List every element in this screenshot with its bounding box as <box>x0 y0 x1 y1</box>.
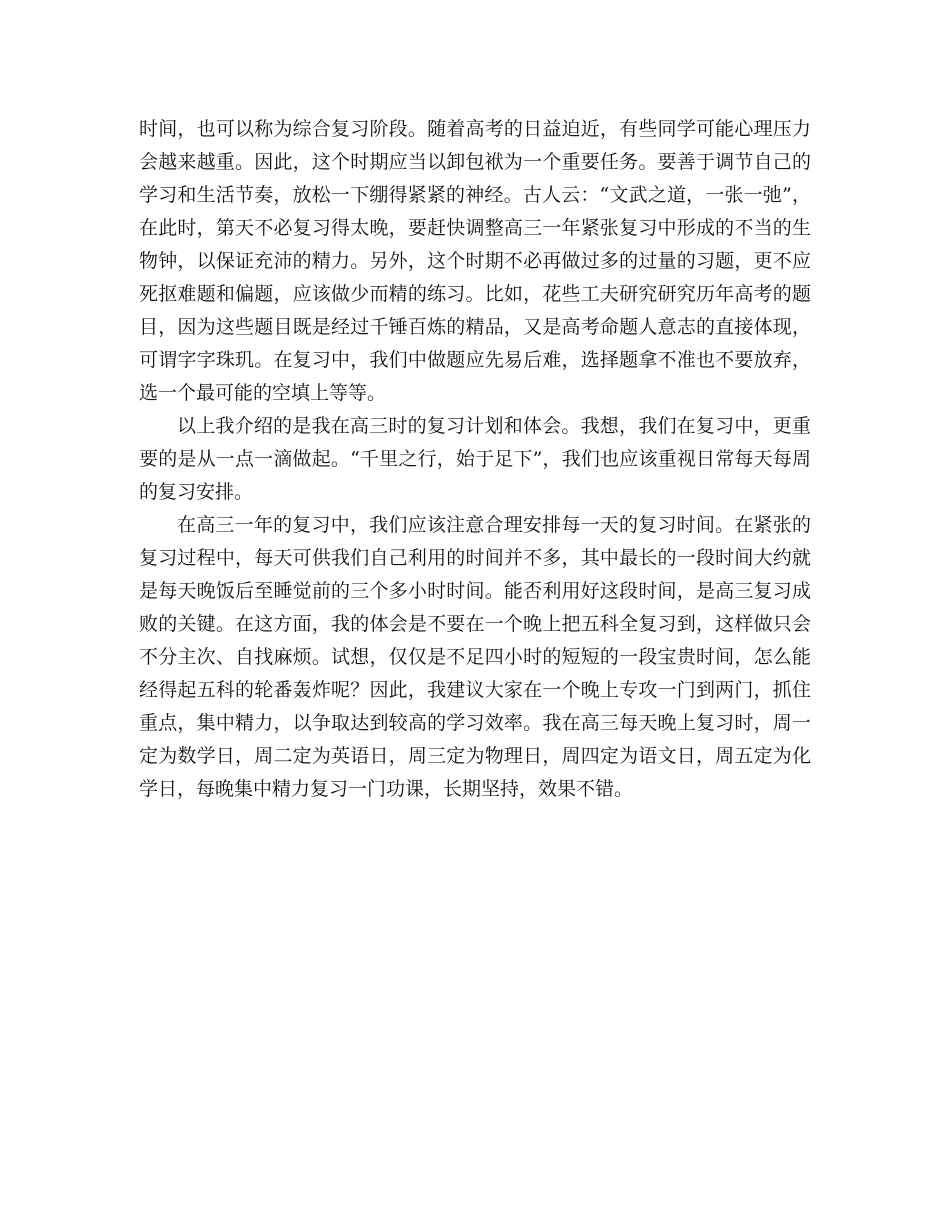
paragraph-2: 以上我介绍的是我在高三时的复习计划和体会。我想，我们在复习中，更重要的是从一点一滴做起。“千里之行，始于足下”，我们也应该重视日常每天每周的复习安排。 <box>139 415 811 503</box>
paragraph-3: 在高三一年的复习中，我们应该注意合理安排每一天的复习时间。在紧张的复习过程中，每天可供我们自己利用的时间并不多，其中最长的一段时间大约就是每天晚饭后至睡觉前的三个多小时时间。能否利用好这段时间，是高三复习成败的关键。在这方面，我的体会是不要在一个晚上把五科全复习到，这样做只会不分主次、自找麻烦。试想，仅仅是不足四小时的短短的一段宝贵时间，怎么能经得起五科的轮番轰炸呢？因此，我建议大家在一个晚上专攻一门到两门，抓住重点，集中精力，以争取达到较高的学习效率。我在高三每天晚上复习时，周一定为数学日，周二定为英语日，周三定为物理日，周四定为语文日，周五定为化学日，每晚集中精力复习一门功课，长期坚持，效果不错。 <box>139 514 811 800</box>
document-body <box>139 113 811 806</box>
paragraph-1: 时间，也可以称为综合复习阶段。随着高考的日益迫近，有些同学可能心理压力会越来越重。因此，这个时期应当以卸包袱为一个重要任务。要善于调节自己的学习和生活节奏，放松一下绷得紧紧的神经。古人云：“文武之道，一张一弛”，在此时，第天不必复习得太晚，要赶快调整高三一年紧张复习中形成的不当的生物钟，以保证充沛的精力。另外，这个时期不必再做过多的过量的习题，更不应死抠难题和偏题，应该做少而精的练习。比如，花些工夫研究研究历年高考的题目，因为这些题目既是经过千锤百炼的精品，又是高考命题人意志的直接体现，可谓字字珠玑。在复习中，我们中做题应先易后难，选择题拿不准也不要放弃，选一个最可能的空填上等等。 <box>139 118 811 404</box>
